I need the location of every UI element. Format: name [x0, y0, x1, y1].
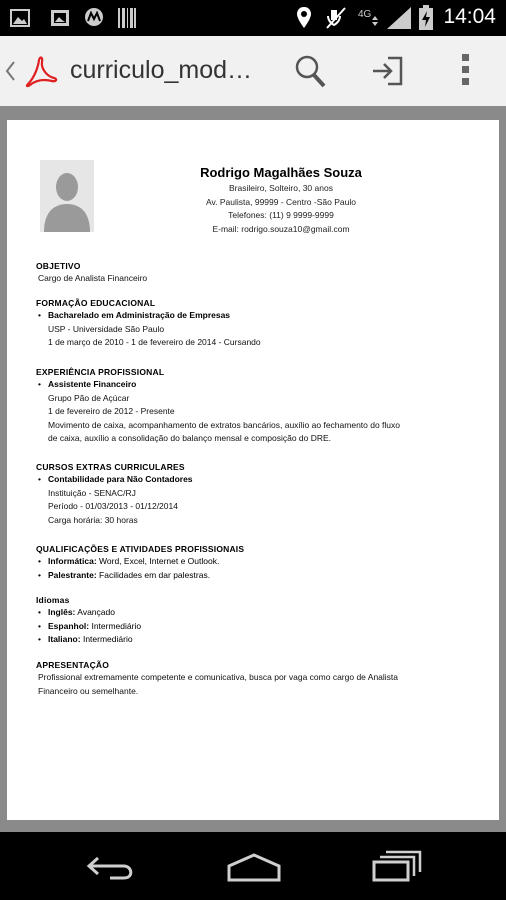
- motorola-icon: [84, 7, 104, 27]
- mute-icon: [325, 6, 347, 30]
- section-experiencia: [36, 366, 476, 446]
- resume-header: [36, 164, 476, 236]
- candidate-phone: Telefones: (11) 9 9999-9999: [228, 210, 334, 220]
- list-item: • Bacharelado em Administração de Empresas: [38, 310, 231, 320]
- section-heading: Idiomas: [36, 595, 70, 605]
- gallery-icon: [10, 9, 30, 27]
- location-icon: [296, 6, 312, 30]
- list-item: • Italiano: Intermediário: [38, 634, 133, 644]
- section-idiomas: [36, 594, 476, 647]
- candidate-address: Av. Paulista, 99999 - Centro -São Paulo: [206, 196, 356, 207]
- experience-description-cont: de caixa, auxílio a consolidação do balanço mensal e composição do DRE.: [48, 433, 332, 443]
- section-objetivo: [36, 260, 476, 286]
- candidate-email: E-mail: rodrigo.souza10@gmail.com: [212, 223, 350, 234]
- search-icon[interactable]: [294, 54, 326, 88]
- barcode-icon: [118, 8, 136, 28]
- signal-icon: [386, 6, 412, 30]
- photo-icon: [50, 9, 70, 27]
- pdf-viewer[interactable]: [0, 106, 506, 832]
- list-item: • Assistente Financeiro: [38, 379, 137, 389]
- battery-icon: [418, 5, 434, 31]
- home-icon[interactable]: [226, 852, 282, 882]
- objective-text: Cargo de Analista Financeiro: [38, 273, 148, 283]
- section-qualificacoes: [36, 543, 476, 582]
- section-heading: EXPERIÊNCIA PROFISSIONAL: [36, 367, 165, 377]
- section-cursos: [36, 461, 476, 527]
- recent-apps-icon[interactable]: [372, 850, 422, 882]
- experience-description: Movimento de caixa, acompanhamento de extratos bancários, auxílio ao fechamento do fluxo: [48, 419, 401, 430]
- candidate-name: Rodrigo Magalhães Souza: [200, 165, 362, 180]
- course-hours: Carga horária: 30 horas: [48, 514, 138, 525]
- candidate-info: Brasileiro, Solteiro, 30 anos: [229, 183, 333, 193]
- list-item: • Inglês: Avançado: [38, 607, 115, 617]
- section-heading: APRESENTAÇÃO: [36, 660, 110, 670]
- document-title: curriculo_mod…: [70, 56, 253, 84]
- section-heading: OBJETIVO: [36, 261, 81, 271]
- presentation-text-cont: Financeiro ou semelhante.: [38, 685, 139, 696]
- education-institution: USP - Universidade São Paulo: [48, 323, 165, 334]
- list-item: • Espanhol: Intermediário: [38, 620, 142, 631]
- section-heading: FORMAÇÃO EDUCACIONAL: [36, 298, 156, 308]
- section-formacao: [36, 297, 476, 350]
- section-apresentacao: [36, 659, 476, 698]
- list-item: • Contabilidade para Não Contadores: [38, 474, 193, 484]
- experience-company: Grupo Pão de Açúcar: [48, 392, 130, 403]
- experience-period: 1 de fevereiro de 2012 - Presente: [48, 406, 175, 416]
- section-heading: CURSOS EXTRAS CURRICULARES: [36, 462, 185, 472]
- list-item: • Informática: Word, Excel, Internet e Outlook.: [38, 556, 220, 566]
- overflow-menu-icon[interactable]: [460, 52, 472, 88]
- back-icon[interactable]: [86, 854, 138, 882]
- svg-text:4G: 4G: [358, 9, 372, 20]
- status-bar: [0, 0, 506, 36]
- education-period: 1 de março de 2010 - 1 de fevereiro de 2014 - Cursando: [48, 337, 261, 347]
- back-chevron-icon[interactable]: [4, 60, 16, 82]
- pdf-icon[interactable]: [24, 54, 58, 88]
- section-heading: QUALIFICAÇÕES E ATIVIDADES PROFISSIONAIS: [36, 544, 245, 554]
- navigation-bar: [0, 832, 506, 900]
- pdf-page[interactable]: [7, 120, 499, 820]
- data-icon: [358, 6, 380, 30]
- status-time: 14:04: [443, 5, 496, 28]
- course-period: Período - 01/03/2013 - 01/12/2014: [48, 501, 178, 511]
- course-institution: Instituição - SENAC/RJ: [48, 487, 136, 498]
- presentation-text: Profissional extremamente competente e comunicativa, busca por vaga como cargo de Analista: [38, 672, 399, 682]
- action-bar: [0, 36, 506, 107]
- open-in-icon[interactable]: [370, 54, 404, 88]
- list-item: • Palestrante: Facilidades em dar palestras.: [38, 569, 211, 580]
